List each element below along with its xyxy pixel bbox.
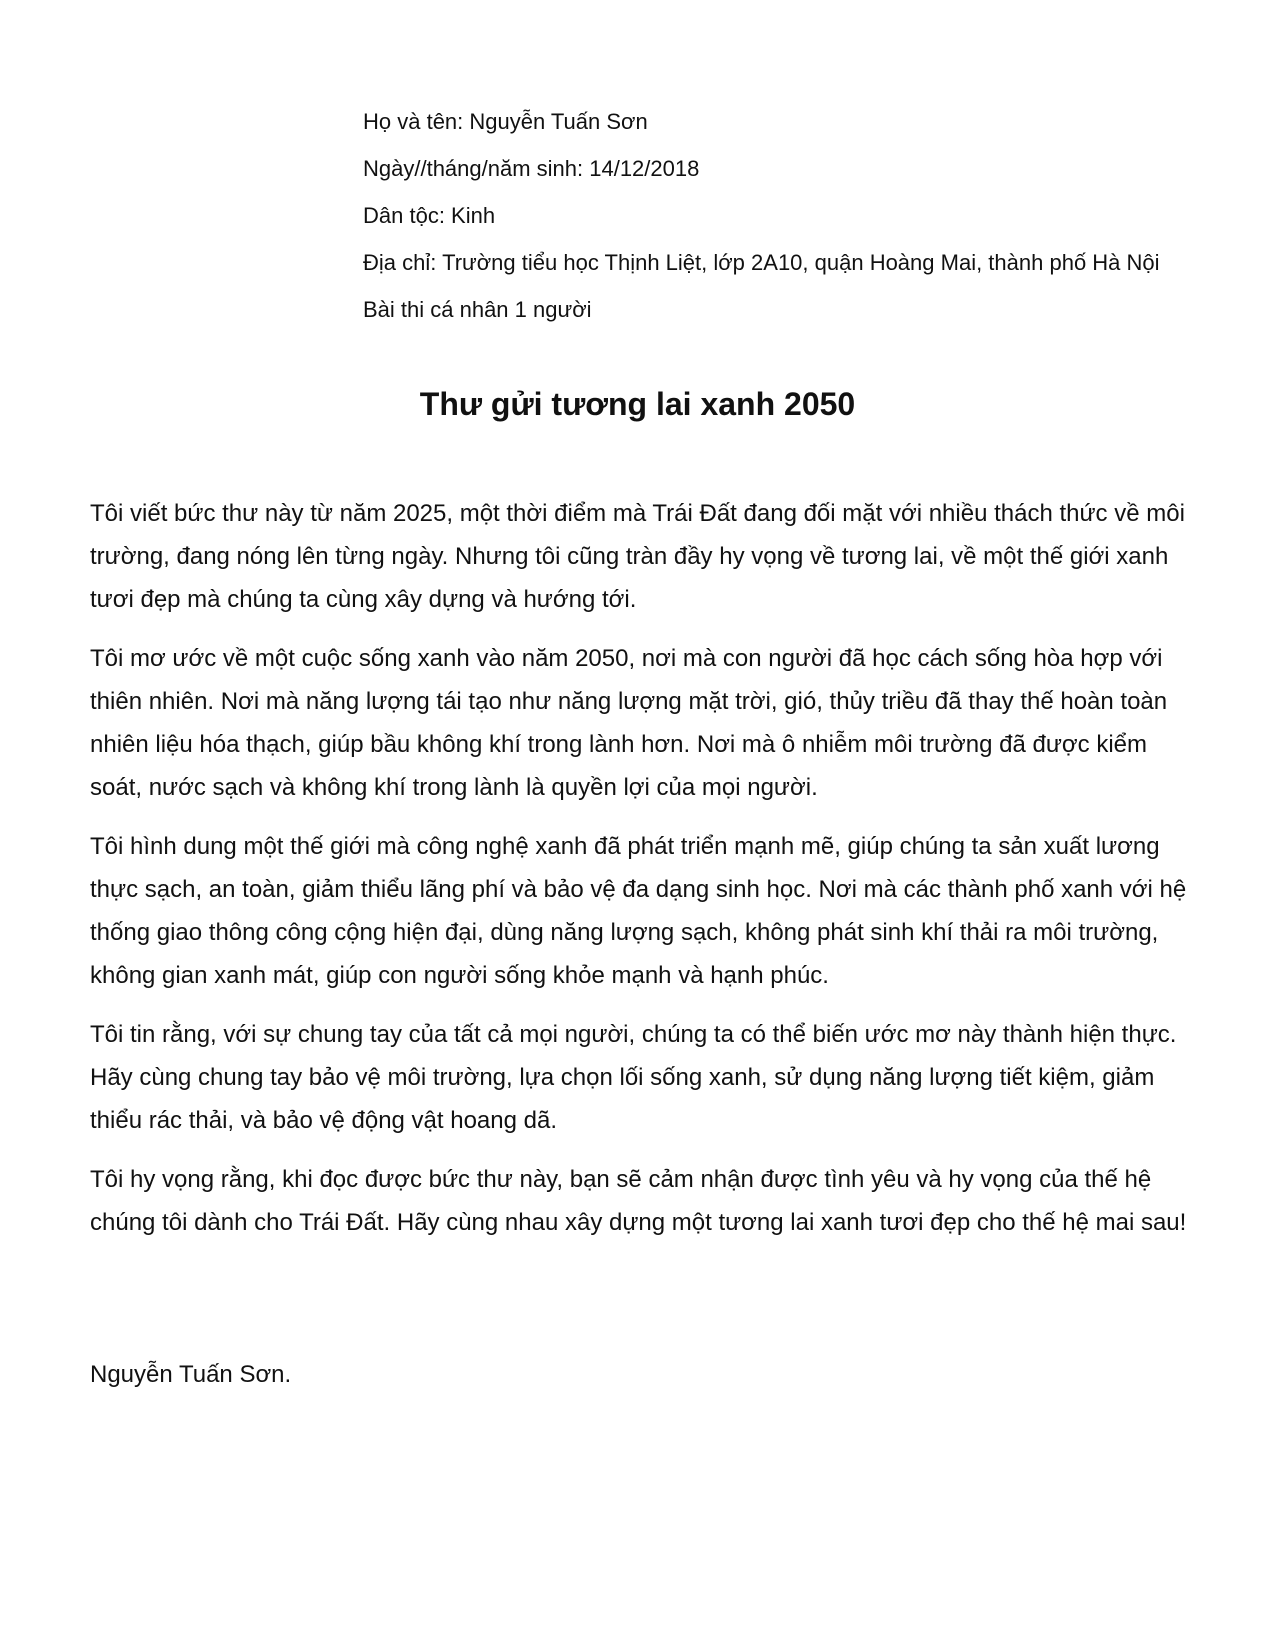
author-info-block: [363, 98, 1243, 333]
signature: Nguyễn Tuấn Sơn.: [90, 1361, 292, 1388]
date-of-birth-line: Ngày//tháng/năm sinh: 14/12/2018: [363, 156, 700, 181]
letter-title: Thư gửi tương lai xanh 2050: [419, 386, 856, 422]
paragraph-1: Tôi viết bức thư này từ năm 2025, một thời điểm mà Trái Đất đang đối mặt với nhiều thách thức về môi trường, đang nóng lên từng ngày. Nhưng tôi cũng tràn đầy hy vọng về tương lai, về một thế giới xanh tươi đẹp mà chúng ta cùng xây dựng và hướng tới.: [90, 500, 1185, 613]
paragraph-4: Tôi tin rằng, với sự chung tay của tất cả mọi người, chúng ta có thể biến ước mơ này thành hiện thực. Hãy cùng chung tay bảo vệ môi trường, lựa chọn lối sống xanh, sử dụng năng lượng tiết kiệm, giảm thiểu rác thải, và bảo vệ động vật hoang dã.: [90, 1021, 1177, 1134]
paragraph-2: Tôi mơ ước về một cuộc sống xanh vào năm 2050, nơi mà con người đã học cách sống hòa hợp với thiên nhiên. Nơi mà năng lượng tái tạo như năng lượng mặt trời, gió, thủy triều đã thay thế hoàn toàn nhiên liệu hóa thạch, giúp bầu không khí trong lành hơn. Nơi mà ô nhiễm môi trường đã được kiểm soát, nước sạch và không khí trong lành là quyền lợi của mọi người.: [90, 645, 1168, 801]
address-line: Địa chỉ: Trường tiểu học Thịnh Liệt, lớp 2A10, quận Hoàng Mai, thành phố Hà Nội: [363, 250, 1160, 275]
paragraph-3: Tôi hình dung một thế giới mà công nghệ xanh đã phát triển mạnh mẽ, giúp chúng ta sản xuất lương thực sạch, an toàn, giảm thiểu lãng phí và bảo vệ đa dạng sinh học. Nơi mà các thành phố xanh với hệ thống giao thông công cộng hiện đại, dùng năng lượng sạch, không phát sinh khí thải ra môi trường, không gian xanh mát, giúp con người sống khỏe mạnh và hạnh phúc.: [90, 833, 1187, 989]
author-name-line: Họ và tên: Nguyễn Tuấn Sơn: [363, 109, 648, 134]
ethnicity-line: Dân tộc: Kinh: [363, 203, 496, 228]
paragraph-5: Tôi hy vọng rằng, khi đọc được bức thư này, bạn sẽ cảm nhận được tình yêu và hy vọng của thế hệ chúng tôi dành cho Trái Đất. Hãy cùng nhau xây dựng một tương lai xanh tươi đẹp cho thế hệ mai sau!: [90, 1166, 1187, 1236]
letter-body: [90, 492, 1200, 1260]
entry-type-line: Bài thi cá nhân 1 người: [363, 297, 592, 322]
